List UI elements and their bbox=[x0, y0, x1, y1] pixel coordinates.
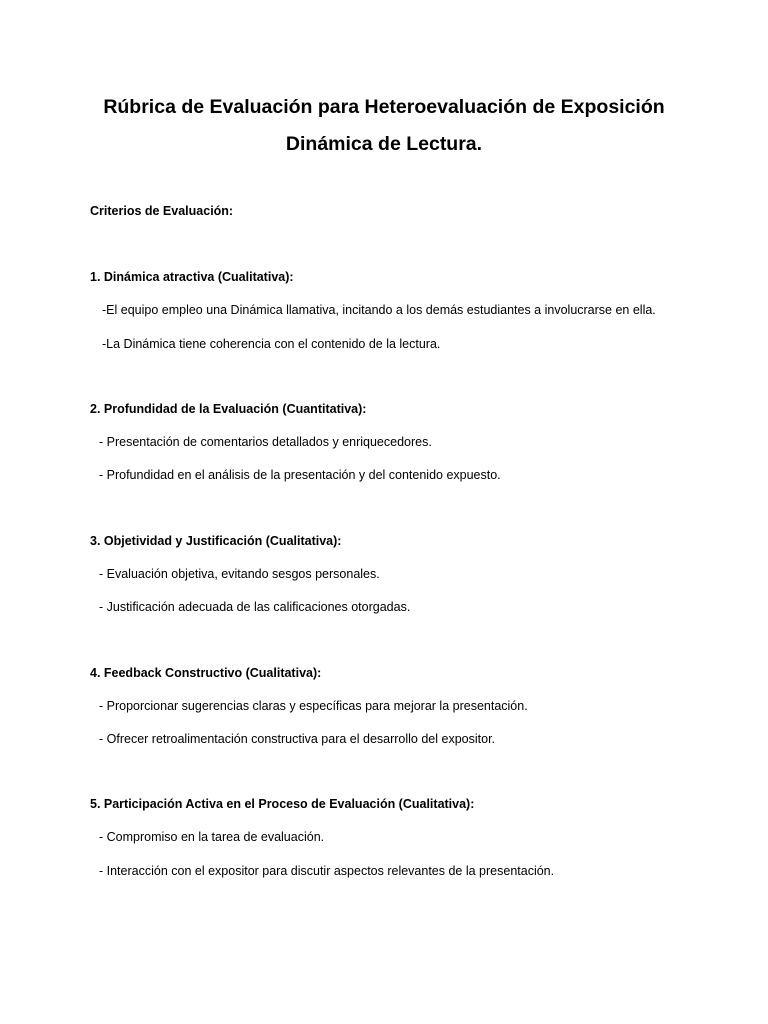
section-5-item-1: - Compromiso en la tarea de evaluación. bbox=[99, 830, 325, 844]
section-heading-4: 4. Feedback Constructivo (Cualitativa): bbox=[90, 666, 322, 680]
section-heading-3: 3. Objetividad y Justificación (Cualitativa): bbox=[90, 534, 342, 548]
criteria-heading: Criterios de Evaluación: bbox=[90, 204, 234, 218]
section-heading-1: 1. Dinámica atractiva (Cualitativa): bbox=[90, 270, 294, 284]
section-1-item-2: -La Dinámica tiene coherencia con el contenido de la lectura. bbox=[102, 337, 441, 351]
section-1-item-1: -El equipo empleo una Dinámica llamativa, incitando a los demás estudiantes a involucrarse en ella. bbox=[102, 303, 656, 317]
section-3-item-1: - Evaluación objetiva, evitando sesgos personales. bbox=[99, 567, 380, 581]
title-line-1: Rúbrica de Evaluación para Heteroevaluación de Exposición bbox=[103, 96, 665, 118]
section-3-item-2: - Justificación adecuada de las calificaciones otorgadas. bbox=[99, 600, 411, 614]
title-line-2: Dinámica de Lectura. bbox=[285, 133, 483, 155]
section-4-item-1: - Proporcionar sugerencias claras y específicas para mejorar la presentación. bbox=[99, 699, 528, 713]
section-heading-5: 5. Participación Activa en el Proceso de Evaluación (Cualitativa): bbox=[90, 797, 475, 811]
section-5-item-2: - Interacción con el expositor para discutir aspectos relevantes de la presentación. bbox=[99, 864, 555, 878]
section-heading-2: 2. Profundidad de la Evaluación (Cuantitativa): bbox=[90, 402, 367, 416]
document-title bbox=[60, 89, 708, 163]
section-2-item-1: - Presentación de comentarios detallados y enriquecedores. bbox=[99, 435, 432, 449]
section-4-item-2: - Ofrecer retroalimentación constructiva para el desarrollo del expositor. bbox=[99, 732, 496, 746]
section-2-item-2: - Profundidad en el análisis de la presentación y del contenido expuesto. bbox=[99, 468, 501, 482]
